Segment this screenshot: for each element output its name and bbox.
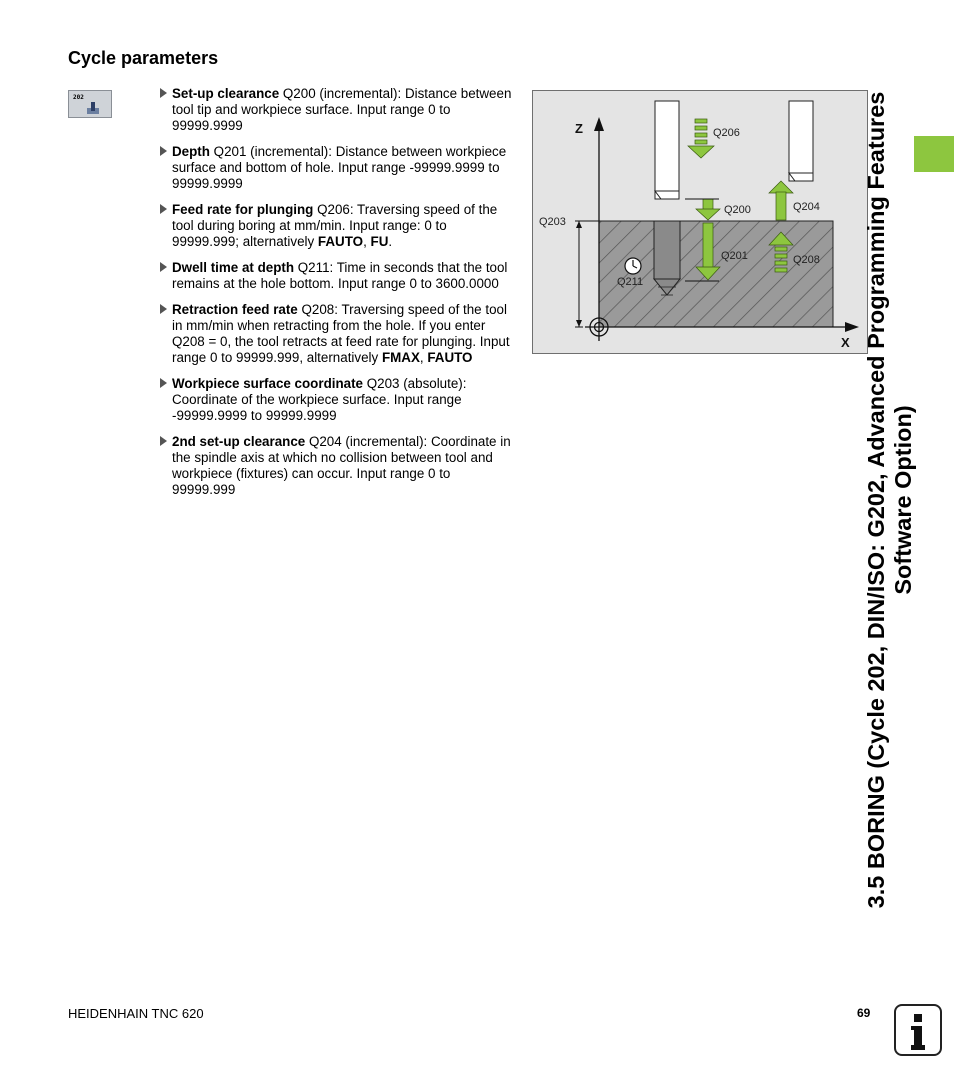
param-desc: Q201 (incremental): Distance between workpiece surface and bottom of hole. Input range -99999.9999 to 99999.9999 — [172, 144, 507, 191]
x-axis-arrow-icon — [845, 322, 859, 332]
cycle-icon-label: 202 — [73, 94, 84, 101]
triangle-bullet-icon — [160, 304, 167, 314]
param-option: FAUTO — [317, 234, 364, 249]
q204-arrow-icon — [769, 181, 793, 220]
tool-right — [789, 101, 813, 181]
triangle-bullet-icon — [160, 88, 167, 98]
triangle-bullet-icon — [160, 146, 167, 156]
page-number: 69 — [857, 1006, 871, 1020]
q200-label: Q200 — [724, 204, 751, 216]
param-desc: Q203 (absolute): Coordinate of the workpiece surface. Input range -99999.9999 to 99999.9999 — [172, 376, 467, 423]
section-heading: Cycle parameters — [68, 48, 219, 68]
triangle-bullet-icon — [160, 436, 167, 446]
param-desc: Q204 (incremental): Coordinate in the spindle axis at which no collision between tool and workpiece (fixtures) can occur. Input range 0 to 99999.999 — [172, 434, 511, 497]
parameter-list — [158, 86, 513, 508]
param-name: Feed rate for plunging — [172, 202, 314, 217]
param-sep: , — [363, 234, 371, 249]
boring-cycle-figure — [532, 90, 868, 354]
tool-left — [655, 101, 679, 199]
axis-z-label: Z — [575, 121, 583, 136]
bored-hole — [654, 221, 680, 279]
dwell-clock-icon — [625, 258, 641, 274]
param-q206 — [158, 202, 513, 250]
param-option: FMAX — [381, 350, 420, 365]
axis-x-label: X — [841, 335, 850, 350]
param-q203 — [158, 376, 513, 424]
param-q200 — [158, 86, 513, 134]
q200-arrow-icon — [696, 199, 720, 220]
cycle-202-icon — [68, 90, 112, 118]
param-desc: Q208: Traversing speed of the tool in mm/min when retracting from the hole. If you enter Q208 = 0, the tool retracts at feed rate for plunging. Input range 0 to 99999.999, alternatively — [172, 302, 510, 365]
chapter-tab-marker — [914, 136, 954, 172]
param-q208 — [158, 302, 513, 366]
q208-label: Q208 — [793, 254, 820, 266]
z-axis-arrow-icon — [594, 117, 604, 131]
param-desc: Q206: Traversing speed of the tool during boring at mm/min. Input range: 0 to 99999.999; alternatively — [172, 202, 498, 249]
boring-diagram — [533, 91, 869, 355]
drill-glyph-icon — [87, 102, 99, 114]
q211-label: Q211 — [617, 276, 644, 288]
q203-label: Q203 — [539, 216, 566, 228]
param-option: FU — [370, 234, 389, 249]
param-name: 2nd set-up clearance — [172, 434, 306, 449]
param-name: Depth — [172, 144, 210, 159]
triangle-bullet-icon — [160, 262, 167, 272]
param-desc: Q200 (incremental): Distance between tool tip and workpiece surface. Input range 0 to 99999.9999 — [172, 86, 512, 133]
param-name: Set-up clearance — [172, 86, 280, 101]
param-end: . — [388, 234, 393, 249]
param-q211 — [158, 260, 513, 292]
info-icon — [894, 1004, 942, 1056]
param-name: Dwell time at depth — [172, 260, 295, 275]
param-name: Retraction feed rate — [172, 302, 298, 317]
footer-product: HEIDENHAIN TNC 620 — [68, 1006, 204, 1021]
param-name: Workpiece surface coordinate — [172, 376, 364, 391]
triangle-bullet-icon — [160, 378, 167, 388]
param-sep: , — [419, 350, 428, 365]
side-title-line1: 3.5 BORING (Cycle 202, DIN/ISO: G202, Advanced Programming Features — [863, 91, 889, 909]
side-title-line2: Software Option) — [890, 405, 916, 595]
param-desc: Q211: Time in seconds that the tool remains at the hole bottom. Input range 0 to 3600.0000 — [172, 260, 508, 291]
triangle-bullet-icon — [160, 204, 167, 214]
param-q201 — [158, 144, 513, 192]
param-option: FAUTO — [427, 350, 473, 365]
q204-label: Q204 — [793, 201, 820, 213]
q206-feed-arrow-icon — [688, 119, 714, 158]
q206-label: Q206 — [713, 127, 740, 139]
q201-label: Q201 — [721, 250, 748, 262]
param-q204 — [158, 434, 513, 498]
